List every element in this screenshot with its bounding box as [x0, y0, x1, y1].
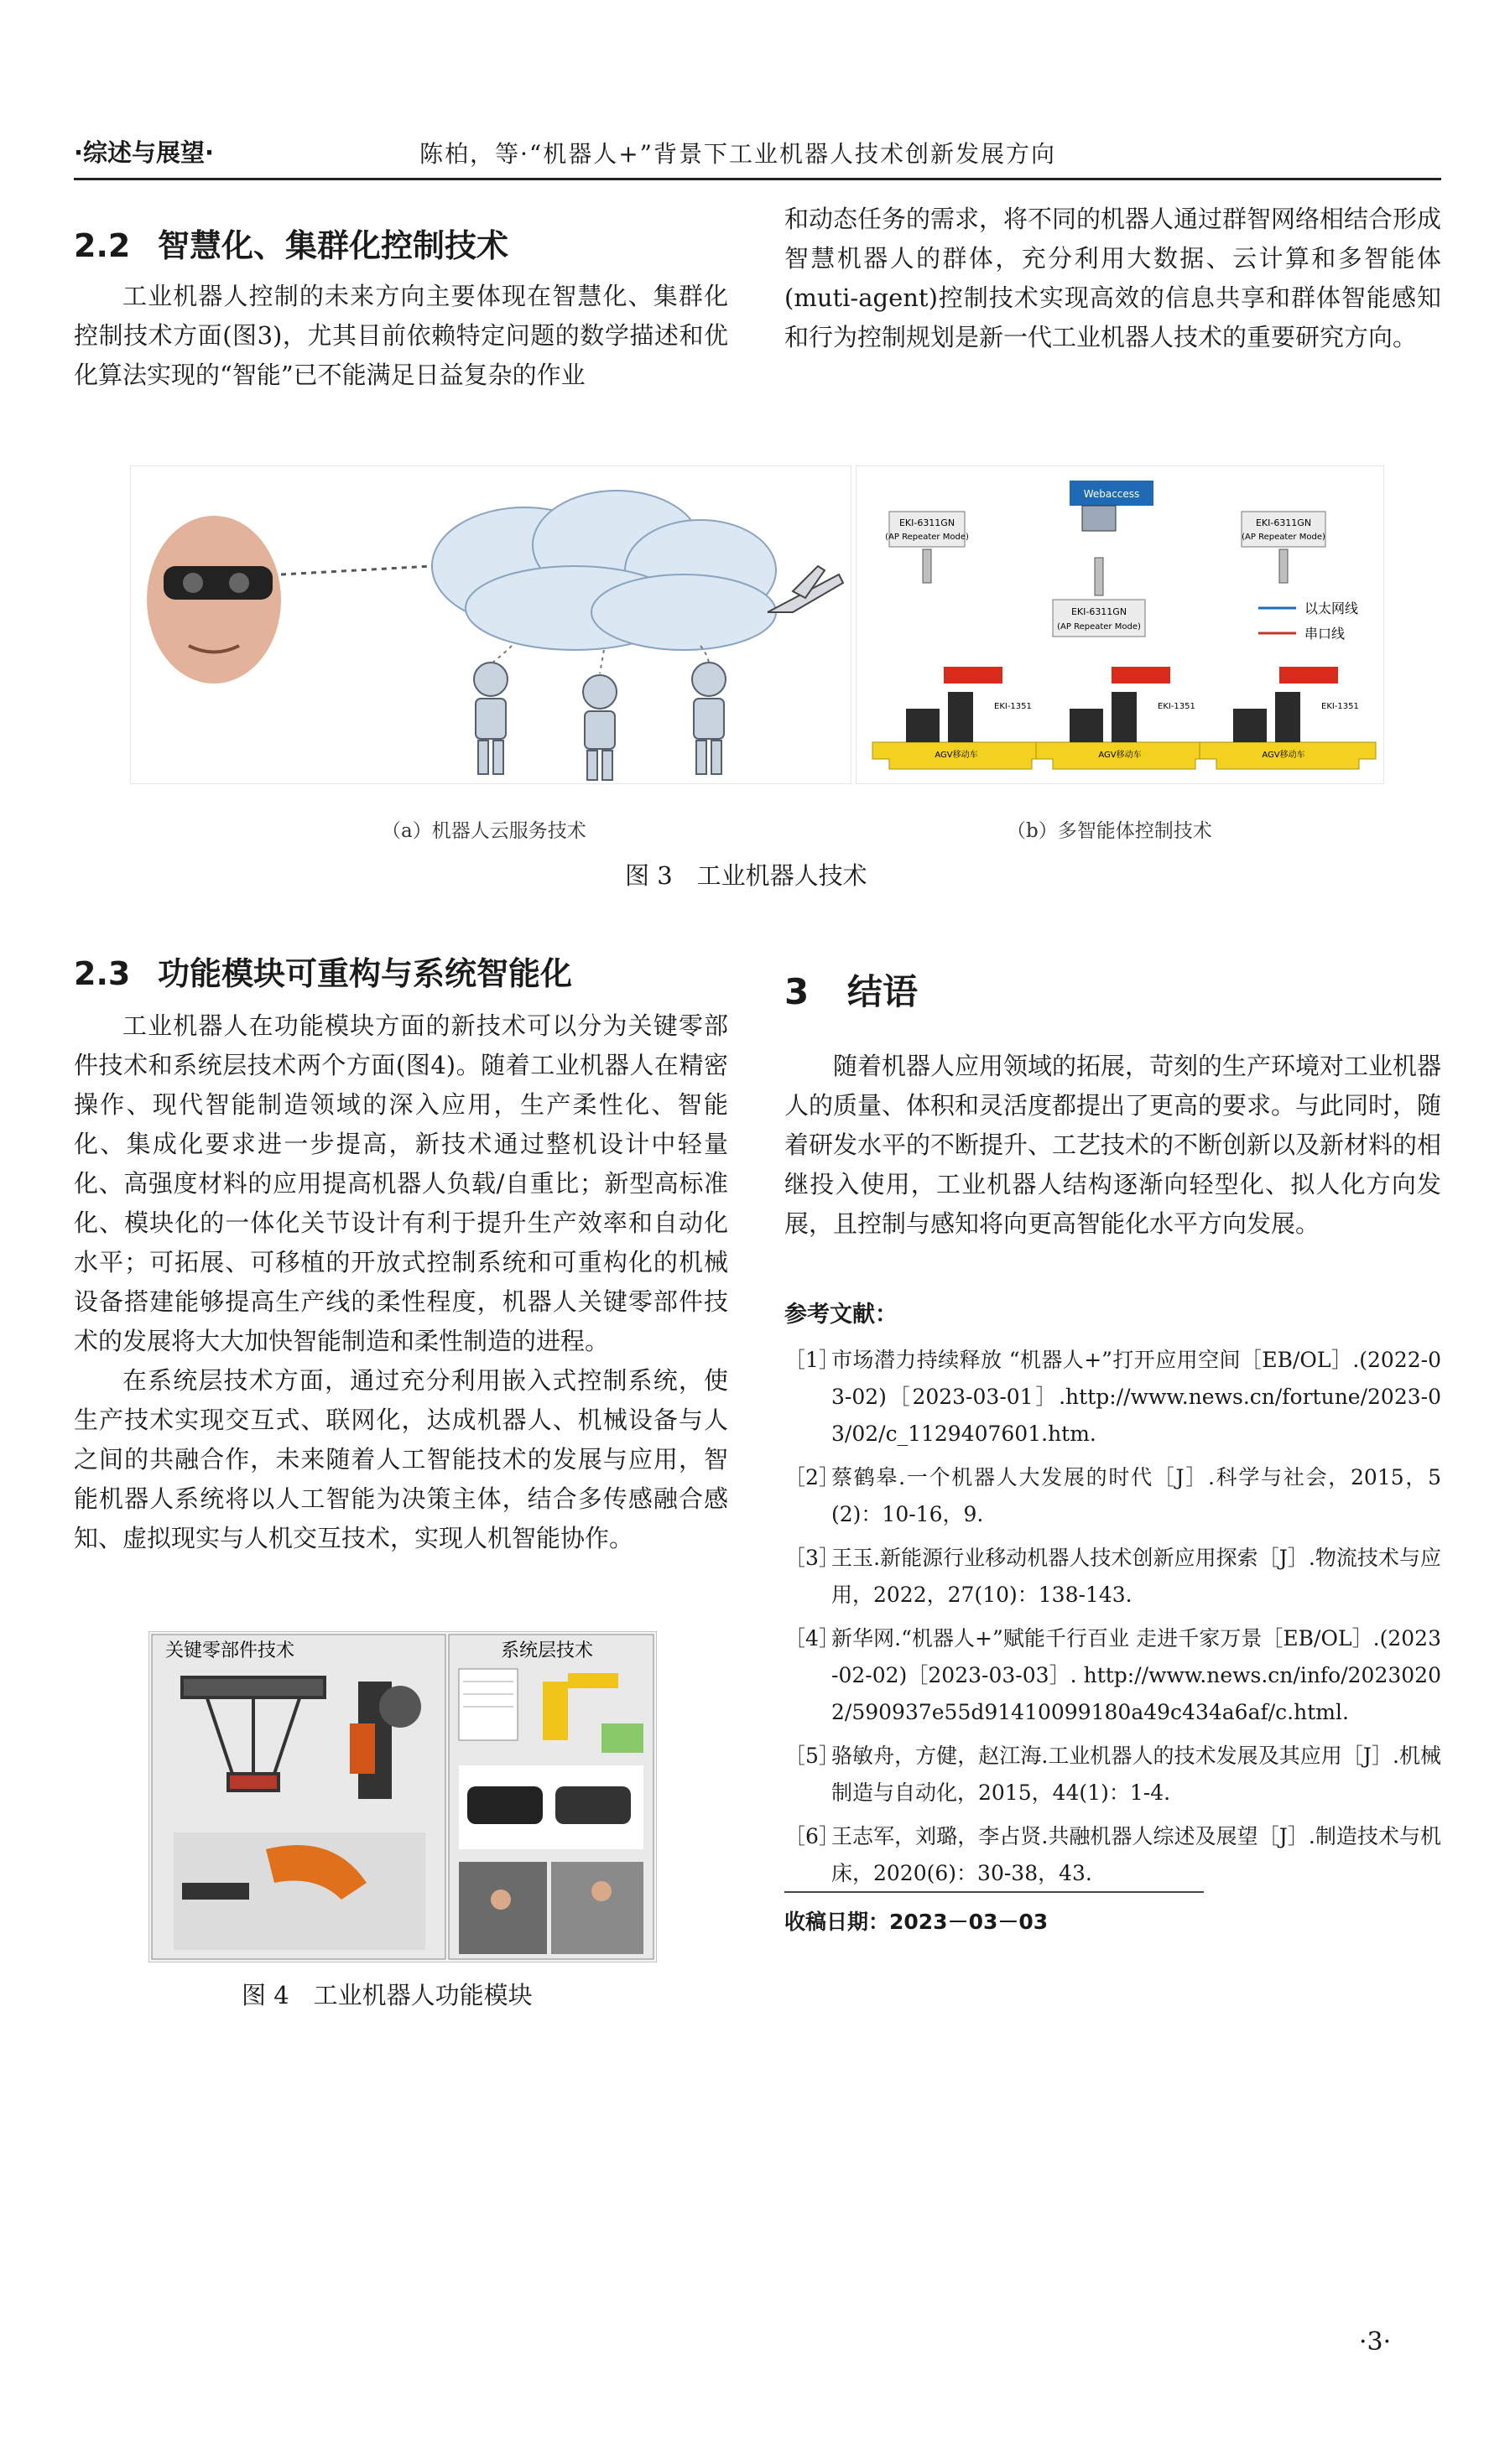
- reference-text: 新华网.“机器人+”赋能千行百业 走进千家万景［EB/OL］.(2023-02-02)［2023-03-03］. http://www.news.cn/info/20230202/590937e55d91410099180a49c434a6af/c.html.: [831, 1626, 1441, 1724]
- reference-item: [784, 1459, 1441, 1533]
- received-date: 收稿日期：2023－03－03: [784, 1910, 1049, 1934]
- sec23-column: [74, 1006, 728, 1558]
- received-rule: [784, 1891, 1204, 1893]
- vr-headset-photo: [459, 1765, 643, 1849]
- robot-cloud-service-illustration: [130, 465, 851, 784]
- references-heading: 参考文献：: [784, 1302, 898, 1328]
- section-title: 智慧化、集群化控制技术: [158, 227, 509, 264]
- reference-text: 王志军，刘璐，李占贤.共融机器人综述及展望［J］.制造技术与机床，2020(6)：30-38，43.: [831, 1824, 1441, 1885]
- agv-label-3: AGV移动车: [1262, 751, 1305, 760]
- agv-label-1: AGV移动车: [935, 751, 978, 760]
- reference-number: ［4］: [784, 1626, 840, 1650]
- reference-item: [784, 1738, 1441, 1812]
- device-1-label: EKI-6311GN: [898, 517, 955, 528]
- reference-number: ［6］: [784, 1824, 840, 1848]
- section-2-3-heading: [74, 948, 572, 994]
- figure-3b-subcaption: （b）多智能体控制技术: [1007, 820, 1212, 842]
- section-number: 2.3: [74, 955, 131, 992]
- sec22-paragraph-right: 和动态任务的需求，将不同的机器人通过群智网络相结合形成智慧机器人的群体，充分利用大数据、云计算和多智能体(muti-agent)控制技术实现高效的信息共享和群体智能感知和行为控制规划是新一代工业机器人技术的重要研究方向。: [784, 205, 1442, 351]
- section-number: 2.2: [74, 227, 131, 264]
- reference-item: [784, 1342, 1441, 1453]
- figure-3-caption: 图 3 工业机器人技术: [625, 861, 867, 890]
- reference-number: ［3］: [784, 1546, 840, 1570]
- section-title: 功能模块可重构与系统智能化: [158, 955, 573, 992]
- human-face-illustration: [147, 516, 281, 684]
- device-3-label: EKI-6311GN: [1255, 517, 1312, 528]
- figure-4-image: [148, 1631, 657, 1962]
- device-2-label: EKI-6311GN: [1070, 606, 1127, 617]
- sec22-paragraph-left: 工业机器人控制的未来方向主要体现在智慧化、集群化控制技术方面(图3)，尤其目前依赖特定问题的数学描述和优化算法实现的“智能”已不能满足日益复杂的作业: [74, 282, 728, 389]
- header-rule: [74, 178, 1441, 180]
- references-list: [784, 1342, 1441, 1899]
- human-robot-interaction-photo: [459, 1862, 643, 1954]
- reference-text: 市场潜力持续释放 “机器人+”打开应用空间［EB/OL］.(2022-03-02)［2023-03-01］.http://www.news.cn/fortune/2023-03/02/c_1129407601.htm.: [831, 1348, 1441, 1446]
- sec3-column: [784, 1047, 1441, 1244]
- reference-number: ［2］: [784, 1465, 840, 1489]
- legend-ethernet: 以太网线: [1304, 600, 1359, 616]
- running-title: 陈柏，等·“机器人+”背景下工业机器人技术创新发展方向: [419, 140, 1056, 168]
- reference-text: 蔡鹤皋.一个机器人大发展的时代［J］.科学与社会，2015，5(2)：10-16，9.: [831, 1465, 1441, 1526]
- section-2-2-heading: [74, 220, 508, 266]
- exoskeleton-photo: [174, 1832, 425, 1950]
- fig4-label-right: 系统层技术: [501, 1640, 594, 1661]
- device-3-mode: (AP Repeater Mode): [1242, 533, 1325, 542]
- reference-item: [784, 1540, 1441, 1614]
- sec3-paragraph: 随着机器人应用领域的拓展，苛刻的生产环境对工业机器人的质量、体积和灵活度都提出了更高的要求。与此同时，随着研发水平的不断提升、工艺技术的不断创新以及新材料的相继投入使用，工业机器人结构逐渐向轻型化、拟人化方向发展，且控制与感知将向更高智能化水平方向发展。: [784, 1052, 1442, 1238]
- section-title: 结语: [847, 971, 919, 1012]
- reference-item: [784, 1818, 1441, 1892]
- page-number: ·3·: [1359, 2327, 1392, 2357]
- reference-item: [784, 1620, 1441, 1731]
- figure-3a-image: [130, 465, 851, 784]
- sec22-right-column: [784, 200, 1441, 357]
- fig4-label-left: 关键零部件技术: [165, 1640, 295, 1661]
- figure-3a-subcaption: （a）机器人云服务技术: [382, 820, 586, 842]
- figure-4-caption: 图 4 工业机器人功能模块: [242, 1981, 533, 2009]
- figure-3b-image: [856, 465, 1384, 784]
- unit-label-1: EKI-1351: [994, 702, 1032, 711]
- sec23-paragraph-2: 在系统层技术方面，通过充分利用嵌入式控制系统，使生产技术实现交互式、联网化，达成机器人、机械设备与人之间的共融合作，未来随着人工智能技术的发展与应用，智能机器人系统将以人工智能为决策主体，结合多传感融合感知、虚拟现实与人机交互技术，实现人机智能协作。: [74, 1366, 728, 1552]
- device-1-mode: (AP Repeater Mode): [885, 533, 969, 542]
- unit-label-2: EKI-1351: [1158, 702, 1195, 711]
- reference-number: ［5］: [784, 1744, 840, 1768]
- sec22-left-column: [74, 277, 728, 395]
- legend-serial: 串口线: [1304, 626, 1346, 642]
- software-screen-photo: [459, 1669, 518, 1740]
- section-3-heading: [784, 964, 918, 1015]
- unit-label-3: EKI-1351: [1321, 702, 1359, 711]
- section-number: 3: [784, 971, 810, 1012]
- device-2-mode: (AP Repeater Mode): [1057, 622, 1141, 632]
- sec23-paragraph-1: 工业机器人在功能模块方面的新技术可以分为关键零部件技术和系统层技术两个方面(图4)。随着工业机器人在精密操作、现代智能制造领域的深入应用，生产柔性化、智能化、集成化要求进一步提高，新技术通过整机设计中轻量化、高强度材料的应用提高机器人负载/自重比；新型高标准化、模块化的一体化关节设计有利于提升生产效率和自动化水平；可拓展、可移植的开放式控制系统和可重构化的机械设备搭建能够提高生产线的柔性程度，机器人关键零部件技术的发展将大大加快智能制造和柔性制造的进程。: [74, 1011, 728, 1355]
- reference-number: ［1］: [784, 1348, 840, 1372]
- multi-agent-control-diagram: [856, 465, 1384, 784]
- reference-text: 王玉.新能源行业移动机器人技术创新应用探索［J］.物流技术与应用，2022，27(10)：138-143.: [831, 1546, 1441, 1607]
- agv-label-2: AGV移动车: [1098, 751, 1142, 760]
- webaccess-label: Webaccess: [1083, 488, 1140, 500]
- journal-section: ·综述与展望·: [74, 138, 215, 167]
- functional-module-photos: [148, 1631, 657, 1962]
- reference-text: 骆敏舟，方健，赵江海.工业机器人的技术发展及其应用［J］.机械制造与自动化，2015，44(1)：1-4.: [831, 1744, 1441, 1805]
